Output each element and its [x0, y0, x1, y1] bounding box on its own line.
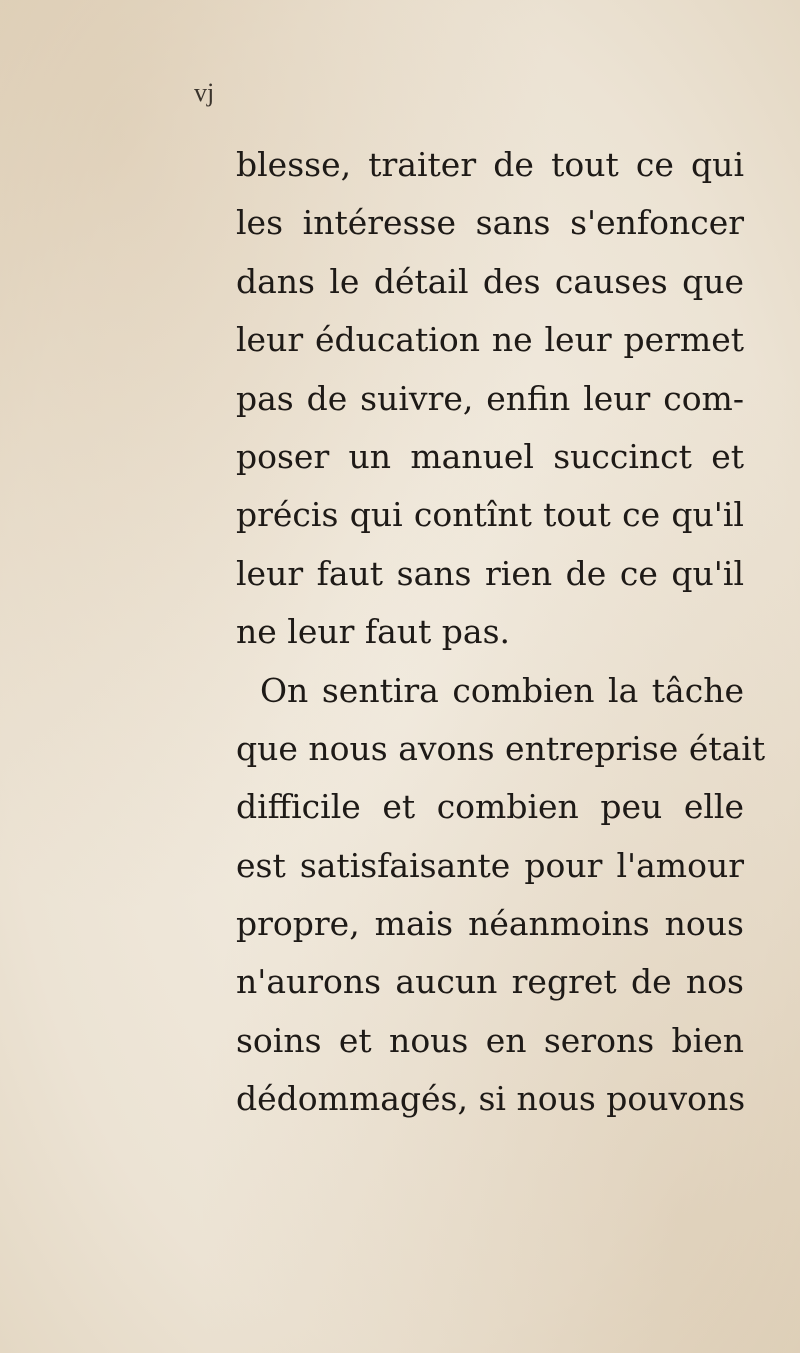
- text-line: blesse, traiter de tout ce qui: [236, 145, 744, 184]
- text-line: pas de suivre, enfin leur com-: [236, 378, 744, 418]
- text-line: n'aurons aucun regret de nos: [236, 962, 744, 1002]
- paragraph-start-line: On sentira combien la tâche: [260, 670, 744, 710]
- text-line: poser un manuel succinct et: [236, 436, 744, 476]
- text-line: difficile et combien peu elle: [236, 787, 744, 827]
- text-line: les intéresse sans s'enfoncer: [236, 203, 744, 243]
- paragraph-end-line: ne leur faut pas.: [236, 612, 510, 652]
- body-text: [236, 136, 766, 1129]
- text-line: leur éducation ne leur permet: [236, 320, 744, 360]
- text-line: propre, mais néanmoins nous: [236, 904, 744, 944]
- text-line: précis qui contînt tout ce qu'il: [236, 495, 744, 535]
- text-line: que nous avons entreprise était: [236, 728, 766, 768]
- text-line: dans le détail des causes que: [236, 261, 744, 301]
- text-line: dédommagés, si nous pouvons: [236, 1079, 746, 1119]
- text-line: leur faut sans rien de ce qu'il: [236, 553, 744, 593]
- text-line: est satisfaisante pour l'amour: [236, 845, 744, 885]
- page-number: vj: [194, 78, 215, 107]
- text-line: soins et nous en serons bien: [236, 1020, 744, 1060]
